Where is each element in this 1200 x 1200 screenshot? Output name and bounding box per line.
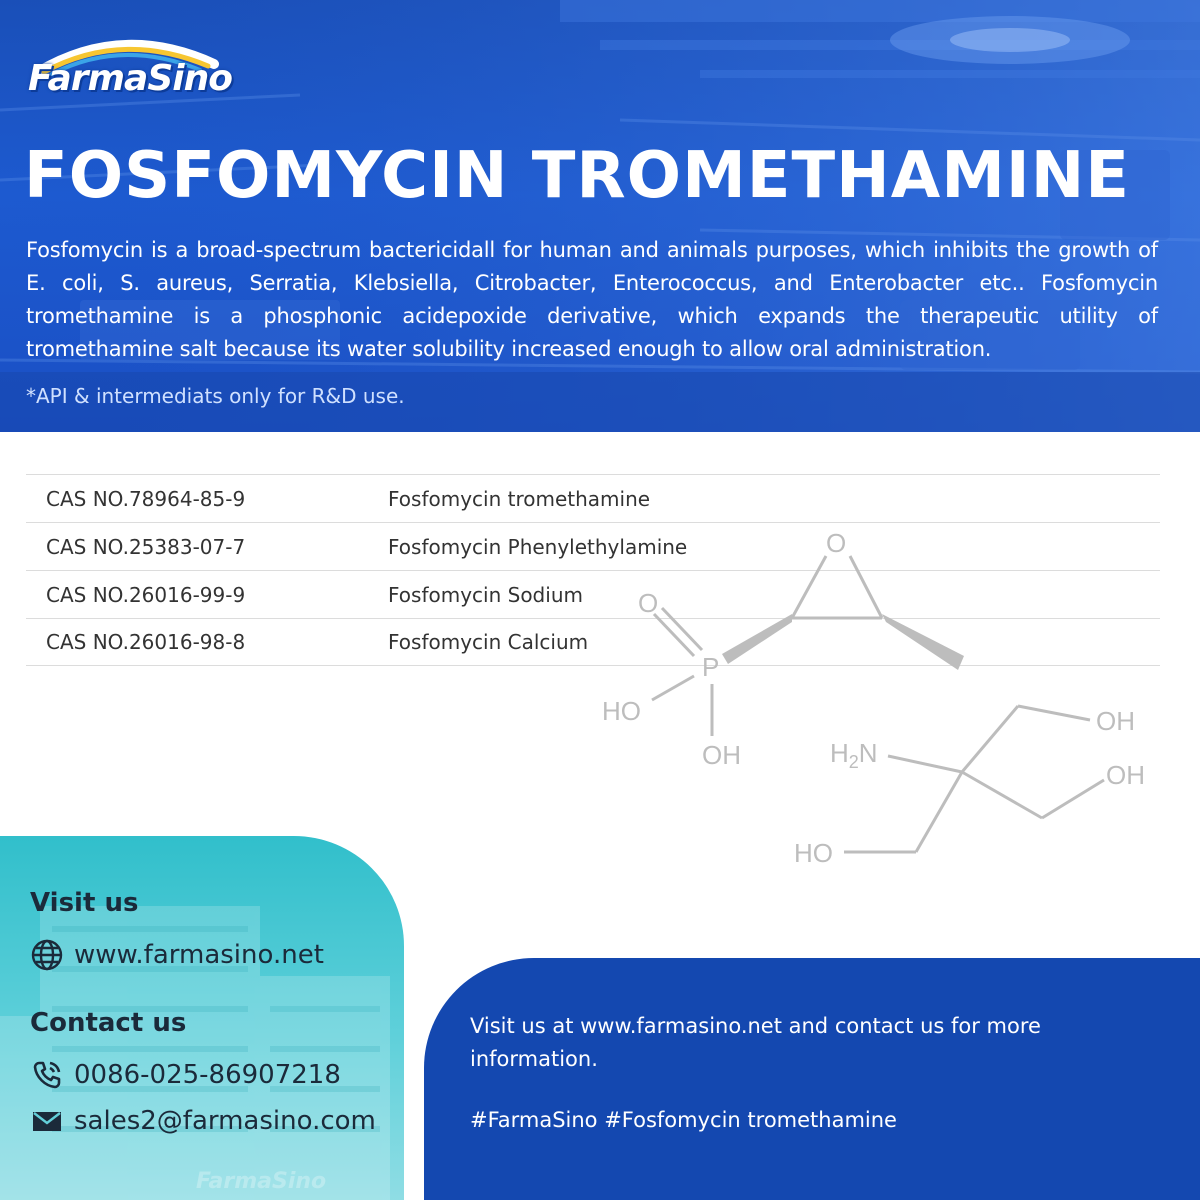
phone-number[interactable]: 0086-025-86907218	[74, 1060, 341, 1090]
phone-icon	[30, 1058, 64, 1092]
cas-number: CAS NO.78964-85-9	[46, 486, 246, 511]
compound-name: Fosfomycin tromethamine	[388, 486, 651, 511]
usage-note: *API & intermediats only for R&D use.	[26, 384, 405, 408]
structure-label-subscript: 2	[848, 752, 859, 772]
structure-label-part: H	[830, 738, 849, 768]
cas-number: CAS NO.25383-07-7	[46, 534, 246, 559]
compound-name: Fosfomycin Sodium	[388, 582, 583, 607]
structure-label-part: N	[858, 738, 878, 768]
structure-label: HO	[602, 696, 641, 726]
structure-label: OH	[702, 740, 741, 770]
structure-label: P	[702, 652, 720, 682]
website-link[interactable]: www.farmasino.net	[74, 940, 324, 970]
visit-heading: Visit us	[30, 888, 139, 918]
info-card	[424, 958, 1200, 1200]
compound-name: Fosfomycin Calcium	[388, 630, 589, 654]
phone-row[interactable]	[30, 1058, 341, 1092]
hashtags[interactable]: #FarmaSino #Fosfomycin tromethamine	[470, 1108, 897, 1132]
website-row[interactable]	[30, 938, 324, 972]
cas-number: CAS NO.26016-98-8	[46, 630, 246, 654]
structure-label: OH	[1106, 760, 1145, 790]
mail-icon	[30, 1104, 64, 1138]
email-row[interactable]	[30, 1104, 376, 1138]
structure-label: OH	[1096, 706, 1135, 736]
structure-label: O	[826, 528, 847, 558]
building-sign: FarmaSino	[196, 1169, 327, 1194]
page-title: FOSFOMYCIN TROMETHAMINE	[24, 139, 1130, 213]
email-address[interactable]: sales2@farmasino.com	[74, 1106, 376, 1136]
structure-label: HO	[794, 838, 833, 868]
contact-card	[0, 836, 404, 1200]
hero-banner	[0, 0, 1200, 432]
table-row	[26, 474, 1160, 522]
chemical-structure	[580, 520, 1180, 880]
info-text: Visit us at www.farmasino.net and contact us for more information.	[470, 1014, 1041, 1071]
cas-number: CAS NO.26016-99-9	[46, 582, 246, 607]
globe-icon	[30, 938, 64, 972]
contact-heading: Contact us	[30, 1008, 187, 1038]
logo-text: FarmaSino	[28, 58, 232, 99]
structure-label	[830, 738, 878, 772]
farmasino-logo[interactable]	[22, 28, 240, 108]
structure-label: O	[638, 588, 659, 618]
product-description: Fosfomycin is a broad-spectrum bactericidall for human and animals purposes, which inhibits the growth of E. coli, S. aureus, Serratia, Klebsiella, Citrobacter, Enterococcus, and Enterobacter etc.. Fosfomycin tromethamine is a phosphonic acidepoxide derivative, which expands the therapeutic utility of tromethamine salt because its water solubility increased enough to allow oral administration.	[26, 238, 1158, 361]
compound-name: Fosfomycin Phenylethylamine	[388, 534, 688, 559]
